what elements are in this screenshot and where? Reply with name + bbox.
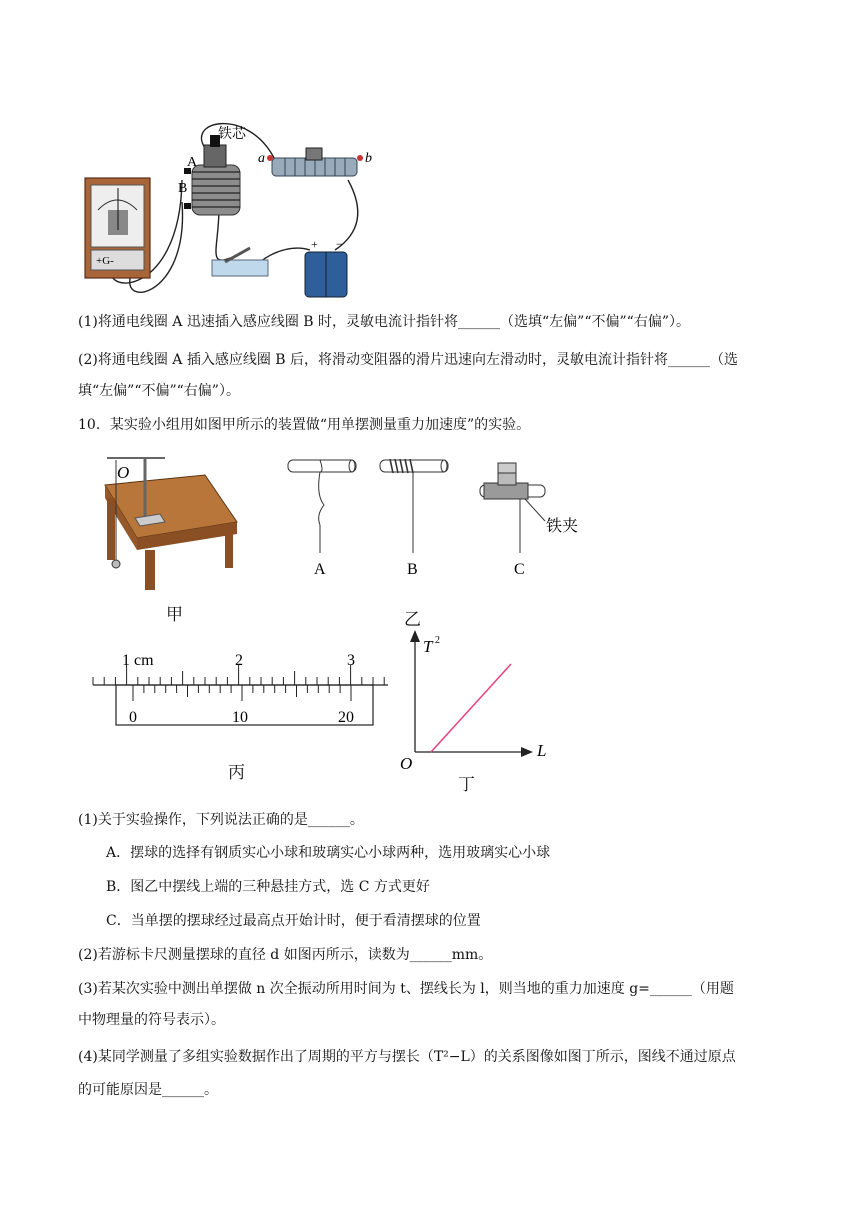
q10-part4-line2: 的可能原因是______。 (78, 1082, 218, 1098)
q10-title: 10．某实验小组用如图甲所示的装置做“用单摆测量重力加速度”的实验。 (78, 417, 531, 433)
fig-yi-b-label: B (407, 561, 418, 578)
fig-bing-caption: 丙 (228, 763, 245, 783)
ding-data-line (431, 664, 511, 752)
vernier-0: 0 (129, 709, 137, 726)
q9-part2-line1: (2)将通电线圈 A 插入感应线圈 B 后，将滑动变阻器的滑片迅速向左滑动时，灵敏电流计指针将______（选 (78, 352, 739, 368)
rheostat-a-label: a (258, 151, 265, 166)
fig-yi-iron-clamp-label: 铁夹 (546, 518, 579, 535)
coil-a-label: A (187, 155, 198, 170)
fig-yi-c-label: C (514, 561, 525, 578)
iron-core-label: 铁芯 (218, 127, 246, 142)
q9-part1: (1)将通电线圈 A 迅速插入感应线圈 B 时，灵敏电流计指针将______（选填“左偏”“不偏”“右偏”）。 (78, 314, 690, 330)
vernier-20: 20 (338, 709, 354, 726)
main-scale-3: 3 (347, 652, 355, 669)
main-scale-1cm: 1 cm (122, 652, 154, 669)
q10-part3-line2: 中物理量的符号表示）。 (78, 1012, 225, 1028)
fig-yi-suspension (280, 455, 600, 585)
q10-option-a: A．摆球的选择有钢质实心小球和玻璃实心小球两种，选用玻璃实心小球 (106, 845, 551, 861)
q10-part2: (2)若游标卡尺测量摆球的直径 d 如图丙所示，读数为______mm。 (78, 947, 493, 963)
battery-minus-label: − (336, 237, 343, 251)
ding-x-label: L (537, 741, 547, 760)
q10-part1: (1)关于实验操作，下列说法正确的是______。 (78, 812, 364, 828)
q10-part4-line1: (4)某同学测量了多组实验数据作出了周期的平方与摆长（T²−L）的关系图像如图丁所示，图线不通过原点 (78, 1049, 736, 1065)
coil-b-label: B (178, 181, 188, 196)
fig-jia-caption: 甲 (166, 605, 183, 625)
q9-part2-line2: 填“左偏”“不偏”“右偏”）。 (78, 383, 240, 399)
circuit-figure (80, 110, 380, 305)
q10-option-c: C．当单摆的摆球经过最高点开始计时，便于看清摆球的位置 (106, 913, 481, 929)
fig-jia-pendulum-table (85, 450, 245, 600)
fig-bing-vernier (88, 645, 393, 730)
ding-y-sup: 2 (435, 635, 440, 646)
ding-origin-label: O (400, 754, 413, 773)
fig-jia-o-label: O (117, 463, 130, 482)
fig-ding-caption: 丁 (458, 775, 475, 795)
vernier-10: 10 (232, 709, 248, 726)
fig-yi-caption: 乙 (404, 610, 421, 630)
fig-ding-graph (395, 628, 555, 793)
ding-y-label: T (423, 637, 433, 656)
battery-plus-label: + (311, 237, 318, 251)
rheostat-b-label: b (365, 151, 372, 166)
main-scale-2: 2 (235, 652, 243, 669)
q10-part3-line1: (3)若某次实验中测出单摆做 n 次全振动所用时间为 t、摆线长为 l，则当地的重力加速度 g=______（用题 (78, 981, 734, 997)
q10-option-b: B．图乙中摆线上端的三种悬挂方式，选 C 方式更好 (106, 879, 430, 895)
fig-yi-a-label: A (314, 561, 326, 578)
galvanometer-label: +G- (96, 255, 114, 267)
